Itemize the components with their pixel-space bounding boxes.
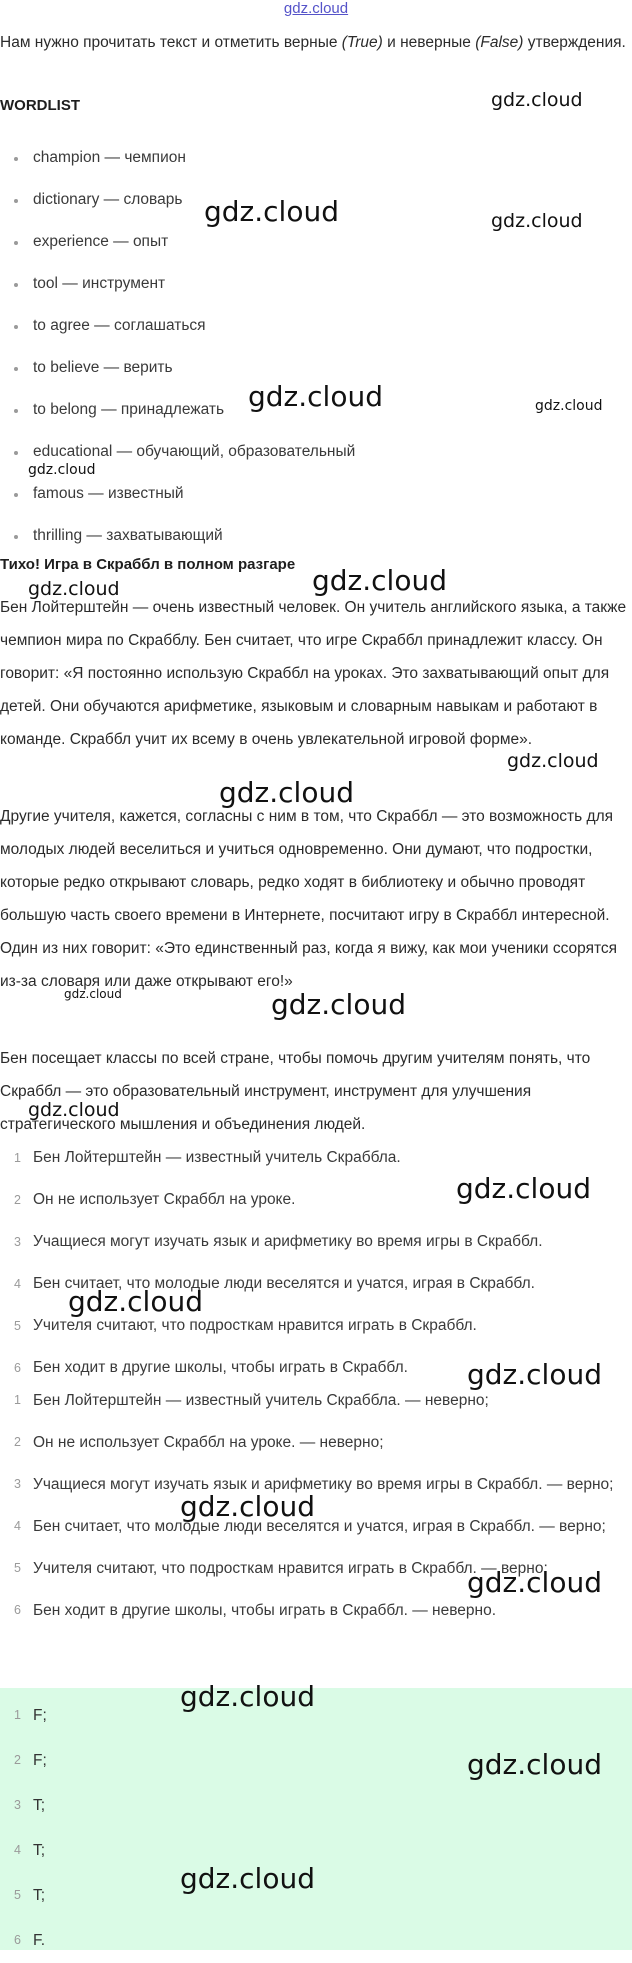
list-item <box>0 1548 632 1590</box>
wordlist-heading: WORDLIST <box>0 97 80 114</box>
true-label: (True) <box>341 34 383 51</box>
item-number: 2 <box>14 1193 21 1207</box>
watermark: gdz.cloud <box>491 210 583 232</box>
list-item <box>0 1506 632 1548</box>
wordlist <box>0 137 630 557</box>
wordlist-item: tool — инструмент <box>0 263 630 305</box>
watermark: gdz.cloud <box>535 398 603 414</box>
answer-text: T; <box>33 1842 46 1859</box>
list-item <box>0 1828 632 1873</box>
answered-statement-text: Бен Лойтерштейн — известный учитель Скраббла. — неверно; <box>33 1392 489 1409</box>
watermark: gdz.cloud <box>28 578 120 600</box>
instruction-text-3: утверждения. <box>523 34 626 51</box>
wordlist-item: champion — чемпион <box>0 137 630 179</box>
watermark: gdz.cloud <box>467 1358 602 1391</box>
article-title: Тихо! Игра в Скраббл в полном разгаре <box>0 556 296 573</box>
watermark: gdz.cloud <box>28 462 96 478</box>
list-item <box>0 1179 632 1221</box>
answered-statement-text: Бен считает, что молодые люди веселятся и учатся, играя в Скраббл. — верно; <box>33 1518 606 1535</box>
list-item <box>0 1918 632 1963</box>
item-number: 1 <box>14 1393 21 1407</box>
list-item <box>0 1464 632 1506</box>
article-paragraph: Другие учителя, кажется, согласны с ним в том, что Скраббл — это возможность для молодых людей веселиться и учиться одновременно. Они думают, что подростки, которые редко открывают словарь, редко ходят в библиотеку и обычно проводят большую часть своего времени в Интернете, посчитают игру в Скраббл интересной. Один из них говорит: «Это единственный раз, когда я вижу, как мои ученики ссорятся из-за словаря или даже открывают его!» <box>0 808 618 990</box>
list-item <box>0 1873 632 1918</box>
watermark: gdz.cloud <box>312 564 447 597</box>
item-number: 6 <box>14 1603 21 1617</box>
wordlist-item: to believe — верить <box>0 347 630 389</box>
watermark: gdz.cloud <box>219 776 354 809</box>
instruction-text-1: Нам нужно прочитать текст и отметить верные <box>0 34 342 51</box>
answer-text: T; <box>33 1797 46 1814</box>
task-instruction <box>0 26 630 59</box>
answered-statement-text: Учителя считают, что подросткам нравится играть в Скраббл. — верно; <box>33 1560 548 1577</box>
watermark: gdz.cloud <box>507 750 599 772</box>
item-number: 6 <box>14 1361 21 1375</box>
item-number: 5 <box>14 1319 21 1333</box>
answer-text: F. <box>33 1932 46 1949</box>
item-number: 1 <box>14 1151 21 1165</box>
site-link[interactable]: gdz.cloud <box>283 0 349 17</box>
answered-statements-list <box>0 1380 632 1632</box>
wordlist-item: experience — опыт <box>0 221 630 263</box>
answered-statement-text: Он не использует Скраббл на уроке. — неверно; <box>33 1434 384 1451</box>
item-number: 3 <box>14 1235 21 1249</box>
watermark: gdz.cloud <box>467 1748 602 1781</box>
watermark: gdz.cloud <box>248 380 383 413</box>
statement-text: Бен Лойтерштейн — известный учитель Скраббла. <box>33 1149 401 1166</box>
false-label: (False) <box>475 34 524 51</box>
wordlist-item: thrilling — захватывающий <box>0 515 630 557</box>
item-number: 4 <box>14 1843 21 1857</box>
list-item <box>0 1305 632 1347</box>
item-number: 2 <box>14 1435 21 1449</box>
list-item <box>0 1590 632 1632</box>
list-item <box>0 1221 632 1263</box>
statement-text: Бен считает, что молодые люди веселятся и учатся, играя в Скраббл. <box>33 1275 535 1292</box>
item-number: 5 <box>14 1888 21 1902</box>
statement-text: Он не использует Скраббл на уроке. <box>33 1191 296 1208</box>
answers-list <box>0 1693 632 1963</box>
wordlist-item: famous — известный <box>0 473 630 515</box>
watermark: gdz.cloud <box>204 195 339 228</box>
item-number: 4 <box>14 1519 21 1533</box>
watermark: gdz.cloud <box>64 987 122 1001</box>
wordlist-item: educational — обучающий, образовательный <box>0 431 630 473</box>
list-item <box>0 1783 632 1828</box>
item-number: 5 <box>14 1561 21 1575</box>
wordlist-item: to belong — принадлежать <box>0 389 630 431</box>
list-item <box>0 1380 632 1422</box>
item-number: 1 <box>14 1708 21 1722</box>
watermark: gdz.cloud <box>271 988 406 1021</box>
wordlist-item: dictionary — словарь <box>0 179 630 221</box>
list-item <box>0 1137 632 1179</box>
item-number: 4 <box>14 1277 21 1291</box>
answer-text: F; <box>33 1707 47 1724</box>
watermark: gdz.cloud <box>491 89 583 111</box>
list-item <box>0 1422 632 1464</box>
watermark: gdz.cloud <box>180 1680 315 1713</box>
item-number: 3 <box>14 1477 21 1491</box>
statements-list <box>0 1137 632 1389</box>
item-number: 6 <box>14 1933 21 1947</box>
watermark: gdz.cloud <box>180 1862 315 1895</box>
item-number: 2 <box>14 1753 21 1767</box>
list-item <box>0 1263 632 1305</box>
item-number: 3 <box>14 1798 21 1812</box>
statement-text: Учащиеся могут изучать язык и арифметику во время игры в Скраббл. <box>33 1233 543 1250</box>
watermark: gdz.cloud <box>180 1490 315 1523</box>
answered-statement-text: Бен ходит в другие школы, чтобы играть в Скраббл. — неверно. <box>33 1602 496 1619</box>
list-item <box>0 1693 632 1738</box>
wordlist-item: to agree — соглашаться <box>0 305 630 347</box>
watermark: gdz.cloud <box>467 1566 602 1599</box>
statement-text: Учителя считают, что подросткам нравится играть в Скраббл. <box>33 1317 477 1334</box>
answer-text: F; <box>33 1752 47 1769</box>
watermark: gdz.cloud <box>68 1285 203 1318</box>
answered-statement-text: Учащиеся могут изучать язык и арифметику во время игры в Скраббл. — верно; <box>33 1476 614 1493</box>
watermark: gdz.cloud <box>456 1172 591 1205</box>
instruction-text-2: и неверные <box>382 34 476 51</box>
article-paragraph: Бен Лойтерштейн — очень известный человек. Он учитель английского языка, а также чемпион мира по Скрабблу. Бен считает, что игре Скраббл принадлежит классу. Он говорит: «Я постоянно использую Скраббл на уроках. Это захватывающий опыт для детей. Они обучаются арифметике, языковым и словарным навыкам и работают в команде. Скраббл учит их всему в очень увлекательной игровой форме». <box>0 599 627 748</box>
list-item <box>0 1738 632 1783</box>
answer-text: T; <box>33 1887 46 1904</box>
watermark: gdz.cloud <box>28 1099 120 1121</box>
article-paragraph: Бен посещает классы по всей стране, чтобы помочь другим учителям понять, что Скраббл — это образовательный инструмент, инструмент для улучшения стратегического мышления и объединения людей. <box>0 1050 591 1133</box>
statement-text: Бен ходит в другие школы, чтобы играть в Скраббл. <box>33 1359 408 1376</box>
answer-panel <box>0 1688 632 1950</box>
